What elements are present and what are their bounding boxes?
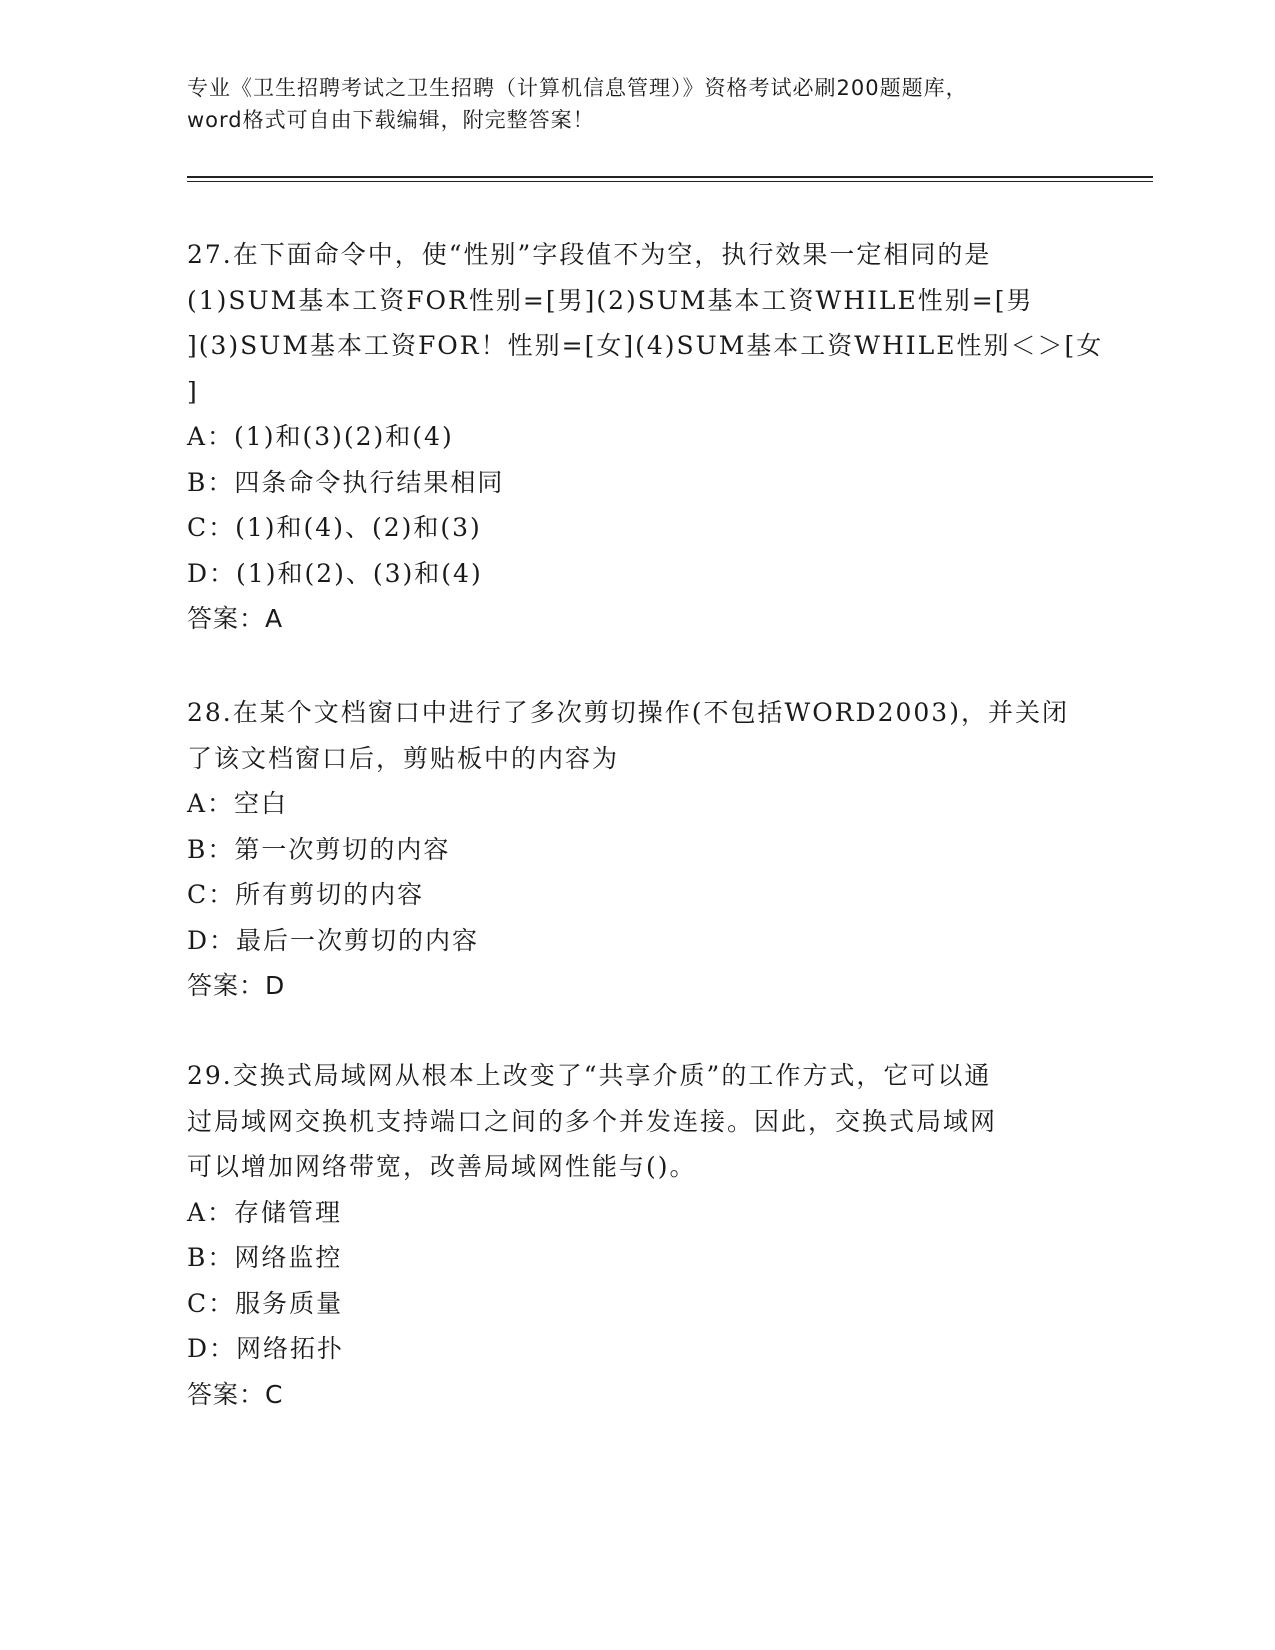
question-text-line: 过局域网交换机支持端口之间的多个并发连接。因此，交换式局域网 — [187, 1106, 998, 1136]
option-b: B：四条命令执行结果相同 — [187, 467, 505, 497]
question-29 — [187, 1053, 1087, 1417]
question-28 — [187, 690, 1087, 1009]
question-text-line: 28.在某个文档窗口中进行了多次剪切操作(不包括WORD2003)，并关闭 — [187, 698, 1069, 727]
header-divider-thin — [187, 181, 1153, 182]
header-line-1: 专业《卫生招聘考试之卫生招聘（计算机信息管理）》资格考试必刷200题题库， — [187, 76, 968, 100]
document-header — [187, 72, 1087, 136]
question-text-line: ](3)SUM基本工资FOR！性别=[女](4)SUM基本工资WHILE性别＜＞[女 — [187, 331, 1104, 360]
header-line-2: word格式可自由下载编辑，附完整答案！ — [187, 108, 595, 132]
question-27 — [187, 232, 1104, 642]
option-a: A：(1)和(3)(2)和(4) — [187, 422, 454, 451]
option-a: A：空白 — [187, 789, 289, 818]
option-d: D：最后一次剪切的内容 — [187, 925, 480, 955]
question-text-line: 29.交换式局域网从根本上改变了“共享介质”的工作方式，它可以通 — [187, 1061, 992, 1090]
option-d: D：(1)和(2)、(3)和(4) — [187, 558, 483, 588]
option-c: C：服务质量 — [187, 1288, 344, 1318]
answer-line: 答案：A — [187, 604, 284, 633]
answer-line: 答案：C — [187, 1379, 284, 1409]
option-b: B：第一次剪切的内容 — [187, 834, 451, 864]
question-text-line: 了该文档窗口后，剪贴板中的内容为 — [187, 743, 620, 773]
option-c: C：所有剪切的内容 — [187, 880, 425, 909]
option-b: B：网络监控 — [187, 1243, 343, 1272]
option-c: C：(1)和(4)、(2)和(3) — [187, 513, 482, 542]
header-divider-thick — [187, 176, 1153, 178]
question-text-line: (1)SUM基本工资FOR性别=[男](2)SUM基本工资WHILE性别=[男 — [187, 285, 1034, 315]
question-text-line: ] — [187, 376, 199, 406]
question-text-line: 可以增加网络带宽，改善局域网性能与()。 — [187, 1152, 697, 1181]
answer-line: 答案：D — [187, 971, 286, 1000]
question-text-line: 27.在下面命令中，使“性别”字段值不为空，执行效果一定相同的是 — [187, 240, 992, 269]
option-d: D：网络拓扑 — [187, 1334, 345, 1363]
option-a: A：存储管理 — [187, 1197, 343, 1227]
